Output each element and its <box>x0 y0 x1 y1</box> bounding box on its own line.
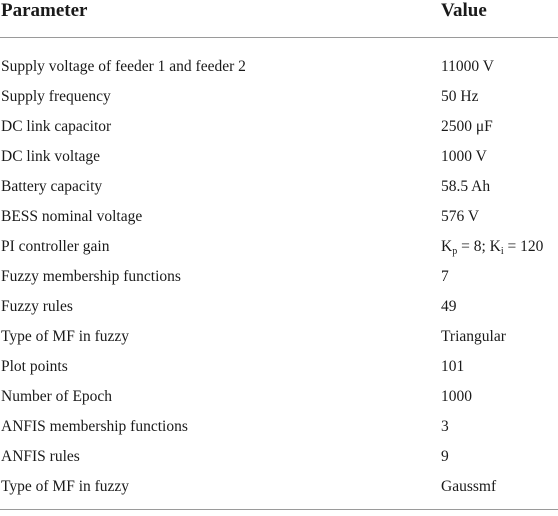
row-parameter: DC link voltage <box>1 148 101 165</box>
row-parameter: Supply frequency <box>1 88 111 105</box>
kp-symbol: K <box>441 238 453 255</box>
table-row <box>0 447 558 477</box>
row-value: 3 <box>441 418 449 435</box>
row-value: 1000 <box>441 388 472 405</box>
row-value: 1000 V <box>441 148 487 165</box>
row-value-pi-gain <box>441 237 543 257</box>
ki-symbol: K <box>489 238 501 255</box>
ki-subscript: i <box>500 246 504 257</box>
header-value: Value <box>441 0 487 21</box>
table-row <box>0 357 558 387</box>
table-row <box>0 207 558 237</box>
row-value: 50 Hz <box>441 88 479 105</box>
row-value: Triangular <box>441 328 506 345</box>
row-value: 58.5 Ah <box>441 178 491 195</box>
row-parameter: Number of Epoch <box>1 388 113 405</box>
row-value: Gaussmf <box>441 478 497 495</box>
table-row <box>0 177 558 207</box>
bottom-rule <box>0 509 558 510</box>
row-parameter: BESS nominal voltage <box>1 208 143 225</box>
kp-subscript: p <box>452 246 458 257</box>
row-parameter: DC link capacitor <box>1 118 112 135</box>
table-row <box>0 417 558 447</box>
header-parameter: Parameter <box>1 0 88 21</box>
ki-value: = 120 <box>503 238 544 255</box>
row-value: 101 <box>441 358 465 375</box>
table-row <box>0 387 558 417</box>
row-value: 7 <box>441 268 449 285</box>
row-parameter: Plot points <box>1 358 68 375</box>
table-row <box>0 267 558 297</box>
table-row <box>0 87 558 117</box>
row-parameter: ANFIS membership functions <box>1 418 188 435</box>
table-row <box>0 57 558 87</box>
table-row <box>0 147 558 177</box>
row-value: 576 V <box>441 208 480 225</box>
table-row <box>0 477 558 507</box>
row-value: 2500 μF <box>441 118 493 135</box>
row-parameter: PI controller gain <box>1 238 110 255</box>
row-parameter: Supply voltage of feeder 1 and feeder 2 <box>1 58 246 75</box>
table-header-row <box>0 0 558 36</box>
row-parameter: Fuzzy rules <box>1 298 73 315</box>
row-value: 11000 V <box>441 58 494 75</box>
header-rule <box>0 37 558 38</box>
row-value: 9 <box>441 448 449 465</box>
row-parameter: Battery capacity <box>1 178 103 195</box>
table-row <box>0 327 558 357</box>
row-parameter: Type of MF in fuzzy <box>1 478 130 495</box>
kp-value: = 8; <box>457 238 490 255</box>
row-value: 49 <box>441 298 457 315</box>
table-row <box>0 117 558 147</box>
table-row <box>0 237 558 267</box>
row-parameter: ANFIS rules <box>1 448 80 465</box>
row-parameter: Fuzzy membership functions <box>1 268 181 285</box>
row-parameter: Type of MF in fuzzy <box>1 328 130 345</box>
table-row <box>0 297 558 327</box>
